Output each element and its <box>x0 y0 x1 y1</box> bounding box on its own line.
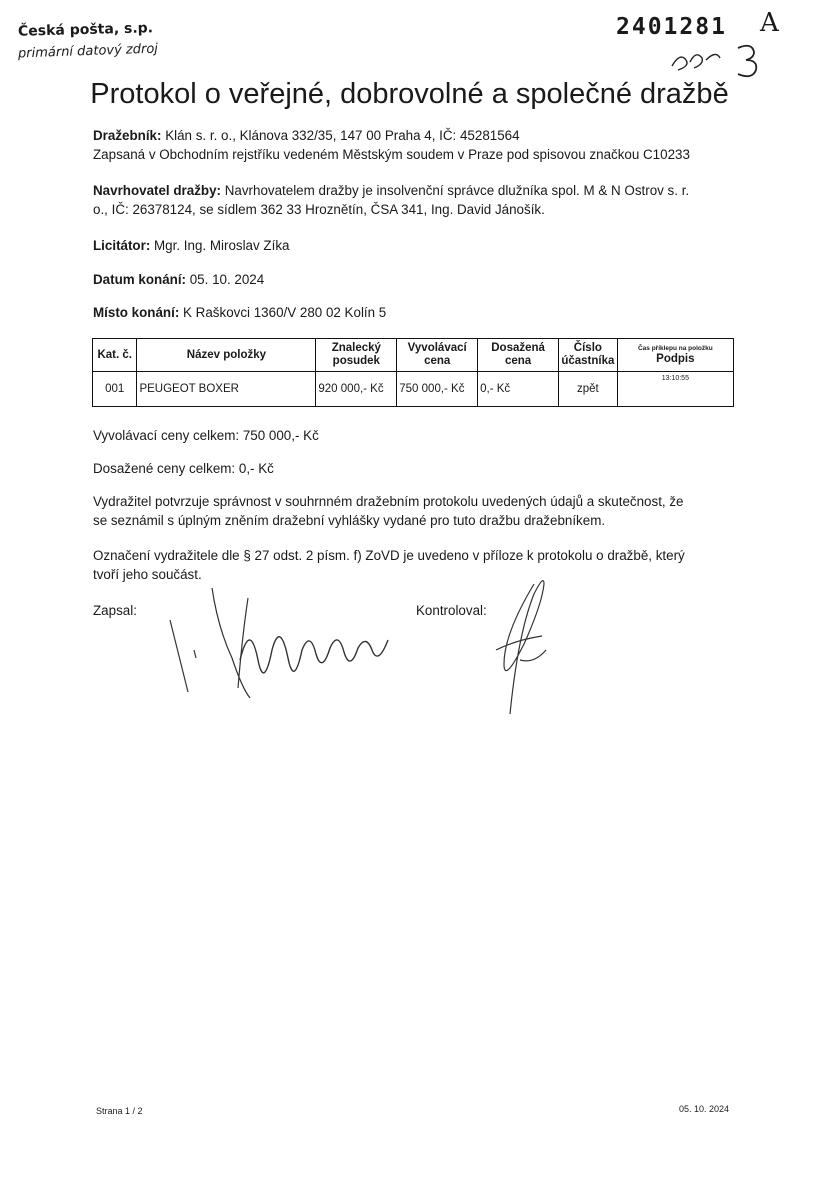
licitator-line <box>93 236 733 255</box>
date-value: 05. 10. 2024 <box>189 272 265 287</box>
header-signature <box>617 339 733 372</box>
header-expert <box>316 339 397 372</box>
header-kat: Kat. č. <box>93 339 137 372</box>
proposer-line-2: o., IČ: 26378124, se sídlem 362 33 Hroznětín, ČSA 341, Ing. David Jánošík. <box>93 202 545 217</box>
statement-line-2: se seznámil s úplným zněním dražební vyhlášky vydané pro tuto dražbu dražebníkem. <box>93 513 606 528</box>
table-header-row <box>93 339 734 372</box>
cell-participant: zpět <box>559 372 618 407</box>
proposer-line <box>93 181 733 200</box>
date-line <box>93 270 733 289</box>
proposer-label: Navrhovatel dražby: <box>93 183 221 198</box>
recorded-label: Zapsal: <box>93 603 137 618</box>
cell-reached: 0,- Kč <box>478 372 559 407</box>
header-expert-line2: posudek <box>332 355 380 367</box>
header-reached-price <box>478 339 559 372</box>
cell-signature <box>617 372 733 407</box>
footer-date: 05. 10. 2024 <box>679 1104 730 1114</box>
header-name: Název položky <box>137 339 316 372</box>
header-participant-line1: Číslo <box>573 342 602 354</box>
stamp-organization: Česká pošta, s.p. <box>17 20 154 40</box>
table-row <box>93 372 734 407</box>
date-label: Datum konání: <box>93 272 186 287</box>
place-line <box>93 303 733 322</box>
page-title: Protokol o veřejné, dobrovolné a společné dražbě <box>90 78 729 110</box>
total-reached: Dosažené ceny celkem: 0,- Kč <box>93 461 274 476</box>
footer-page: Strana 1 / 2 <box>96 1106 143 1116</box>
stamp-source: primární datový zdroj <box>17 41 159 62</box>
handwritten-number <box>668 40 778 80</box>
header-start-line2: cena <box>424 355 451 367</box>
items-table <box>92 338 734 407</box>
header-time: Čas příklepu na položku <box>637 345 713 352</box>
registration-number: 2401281 <box>616 14 727 40</box>
header-reached-line1: Dosažená <box>491 342 545 354</box>
signature-recorded <box>160 580 420 730</box>
registration-suffix: A <box>760 8 779 38</box>
licitator-label: Licitátor: <box>93 238 151 253</box>
place-value: K Raškovci 1360/V 280 02 Kolín 5 <box>183 305 387 320</box>
auctioneer-label: Dražebník: <box>93 128 162 143</box>
licitator-value: Mgr. Ing. Miroslav Zíka <box>154 238 290 253</box>
total-start: Vyvolávací ceny celkem: 750 000,- Kč <box>93 428 319 443</box>
proposer-value: Navrhovatelem dražby je insolvenční správce dlužníka spol. M & N Ostrov s. r. <box>224 183 690 198</box>
auctioneer-registry: Zapsaná v Obchodním rejstříku vedeném Městským soudem v Praze pod spisovou značkou C10233 <box>93 147 690 162</box>
header-participant <box>559 339 618 372</box>
cell-expert: 920 000,- Kč <box>316 372 397 407</box>
statement-line-1: Vydražitel potvrzuje správnost v souhrnném dražebním protokolu uvedených údajů a skutečnost, že <box>93 494 684 509</box>
cell-time: 13:10:55 <box>661 375 689 382</box>
checked-label: Kontroloval: <box>416 603 487 618</box>
signature-checked <box>490 580 560 730</box>
designation-line-2: tvoří jeho součást. <box>93 567 202 582</box>
header-expert-line1: Znalecký <box>331 342 381 354</box>
header-start-price <box>397 339 478 372</box>
designation-line-1: Označení vydražitele dle § 27 odst. 2 písm. f) ZoVD je uvedeno v příloze k protokolu o dražbě, který <box>93 548 685 563</box>
header-participant-line2: účastníka <box>561 355 615 367</box>
header-start-line1: Vyvolávací <box>407 342 467 354</box>
header-reached-line2: cena <box>504 355 532 367</box>
cell-start: 750 000,- Kč <box>397 372 478 407</box>
place-label: Místo konání: <box>93 305 180 320</box>
cell-kat: 001 <box>93 372 137 407</box>
header-signature-label: Podpis <box>656 353 695 365</box>
auctioneer-value: Klán s. r. o., Klánova 332/35, 147 00 Praha 4, IČ: 45281564 <box>165 128 520 143</box>
auctioneer-line <box>93 126 733 145</box>
cell-name: PEUGEOT BOXER <box>137 372 316 407</box>
